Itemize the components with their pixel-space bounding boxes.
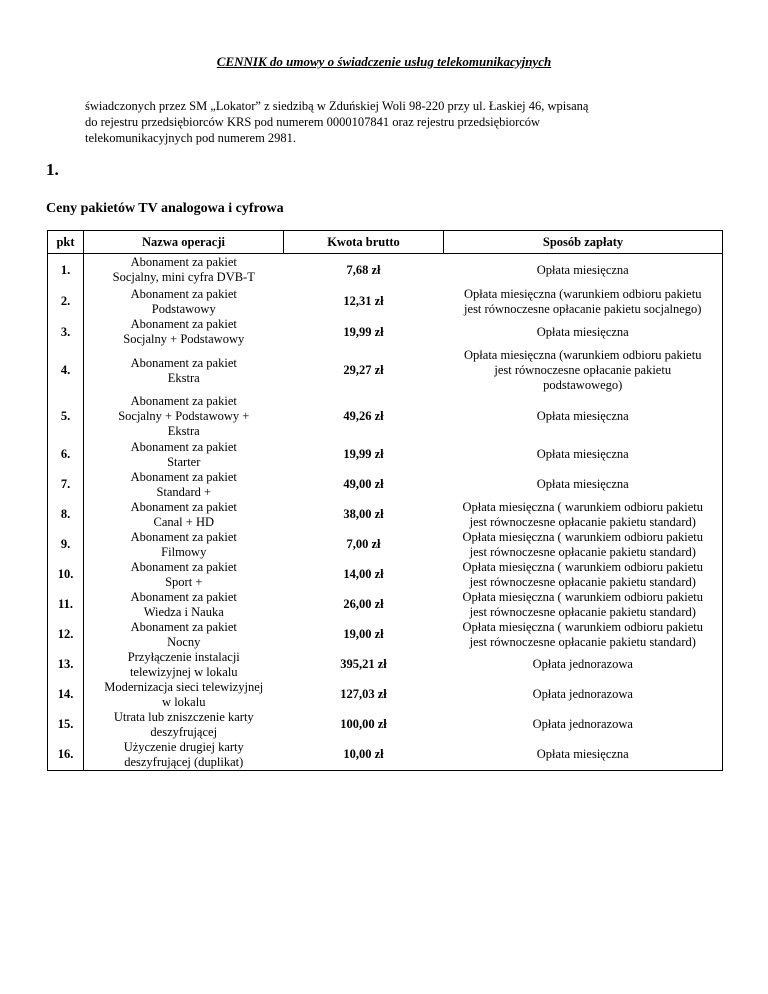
operation-name-line: deszyfrującej (duplikat) [124, 754, 244, 769]
operation-name-line: Abonament za pakiet [130, 317, 237, 331]
payment-method-line: Opłata miesięczna [536, 324, 629, 339]
payment-method-line: Opłata miesięczna ( warunkiem odbioru pakietu [462, 559, 704, 574]
row-pkt: 5. [48, 394, 84, 440]
table-row [48, 440, 723, 470]
payment-method-line: Opłata miesięczna (warunkiem odbioru pakietu [464, 348, 702, 362]
operation-name-line: Abonament za pakiet [130, 355, 237, 370]
table-row [48, 590, 723, 620]
row-payment-method [444, 348, 723, 394]
payment-method-line: podstawowego) [543, 378, 623, 392]
payment-method-line: Opłata miesięczna ( warunkiem odbioru pakietu [462, 589, 704, 604]
operation-name-line: Sport + [165, 574, 203, 589]
operation-name-line: Utrata lub zniszczenie karty [113, 709, 254, 724]
section-number: 1. [46, 160, 59, 179]
payment-method-line: jest równoczesne opłacanie pakietu standard) [469, 514, 696, 529]
table-row [48, 740, 723, 771]
intro-line: telekomunikacyjnych pod numerem 2981. [85, 131, 297, 145]
payment-method-line: jest równoczesne opłacanie pakietu socjalnego) [464, 301, 702, 316]
row-pkt: 8. [48, 500, 84, 530]
operation-name-line: deszyfrującej [150, 724, 218, 739]
header-amount: Kwota brutto [284, 231, 444, 254]
row-amount: 19,00 zł [343, 627, 384, 641]
row-amount: 29,27 zł [343, 363, 384, 377]
row-payment-method [444, 530, 723, 560]
table-row [48, 680, 723, 710]
table-row [48, 530, 723, 560]
operation-name-line: Użyczenie drugiej karty [123, 739, 244, 754]
payment-method-line: Opłata jednorazowa [532, 687, 633, 701]
row-amount: 19,99 zł [343, 447, 384, 461]
row-payment-method [444, 650, 723, 680]
operation-name-line: Canal + HD [153, 514, 214, 529]
operation-name-line: Socjalny + Podstawowy [123, 332, 245, 346]
row-operation-name [84, 590, 284, 620]
row-amount: 100,00 zł [340, 717, 387, 731]
row-pkt: 2. [48, 287, 84, 317]
operation-name-line: Socjalny, mini cyfra DVB-T [112, 270, 255, 285]
table-row [48, 470, 723, 500]
row-amount: 38,00 zł [343, 507, 384, 521]
row-operation-name [84, 394, 284, 440]
row-payment-method [444, 394, 723, 440]
row-pkt: 1. [48, 254, 84, 287]
row-operation-name [84, 560, 284, 590]
row-pkt: 7. [48, 470, 84, 500]
row-pkt: 10. [48, 560, 84, 590]
table-header-row [48, 231, 723, 254]
row-payment-method [444, 560, 723, 590]
payment-method-line: Opłata miesięczna [536, 747, 629, 761]
payment-method-line: jest równoczesne opłacanie pakietu standard) [469, 604, 696, 619]
payment-method-line: Opłata jednorazowa [532, 717, 633, 731]
table-row [48, 394, 723, 440]
operation-name-line: Ekstra [167, 424, 200, 438]
payment-method-line: jest równoczesne opłacanie pakietu [494, 363, 672, 377]
row-operation-name [84, 650, 284, 680]
row-amount: 49,26 zł [343, 409, 384, 423]
row-payment-method [444, 470, 723, 500]
section-title: Ceny pakietów TV analogowa i cyfrowa [46, 201, 284, 216]
table-row [48, 254, 723, 287]
row-pkt: 4. [48, 348, 84, 394]
row-pkt: 14. [48, 680, 84, 710]
row-payment-method [444, 440, 723, 470]
row-operation-name [84, 287, 284, 317]
operation-name-line: Nocny [167, 634, 201, 649]
row-payment-method [444, 620, 723, 650]
row-pkt: 13. [48, 650, 84, 680]
document-title: CENNIK do umowy o świadczenie usług telekomunikacyjnych [216, 54, 552, 69]
row-operation-name [84, 680, 284, 710]
row-operation-name [84, 620, 284, 650]
operation-name-line: Abonament za pakiet [130, 255, 237, 270]
table-row [48, 500, 723, 530]
row-amount: 26,00 zł [343, 597, 384, 611]
payment-method-line: Opłata miesięczna ( warunkiem odbioru pakietu [462, 529, 704, 544]
operation-name-line: Abonament za pakiet [130, 619, 237, 634]
operation-name-line: Podstawowy [151, 301, 216, 316]
operation-name-line: w lokalu [162, 694, 206, 709]
table-row [48, 650, 723, 680]
row-pkt: 12. [48, 620, 84, 650]
payment-method-line: Opłata miesięczna [536, 477, 629, 491]
row-amount: 10,00 zł [343, 747, 384, 761]
intro-paragraph [85, 98, 705, 146]
price-table-body [48, 254, 723, 771]
payment-method-line: Opłata miesięczna ( warunkiem odbioru pakietu [462, 499, 704, 514]
row-pkt: 3. [48, 317, 84, 348]
payment-method-line: jest równoczesne opłacanie pakietu standard) [469, 634, 696, 649]
payment-method-line: Opłata miesięczna ( warunkiem odbioru pakietu [462, 619, 704, 634]
row-payment-method [444, 500, 723, 530]
row-payment-method [444, 740, 723, 771]
operation-name-line: Modernizacja sieci telewizyjnej [104, 679, 264, 694]
table-row [48, 710, 723, 740]
row-pkt: 11. [48, 590, 84, 620]
operation-name-line: Starter [167, 454, 201, 469]
row-payment-method [444, 317, 723, 348]
row-operation-name [84, 440, 284, 470]
operation-name-line: Filmowy [161, 544, 207, 559]
payment-method-line: Opłata miesięczna [536, 447, 629, 461]
header-pkt: pkt [48, 231, 84, 254]
operation-name-line: Abonament za pakiet [130, 499, 237, 514]
operation-name-line: telewizyjnej w lokalu [129, 664, 238, 679]
row-amount: 12,31 zł [343, 294, 384, 308]
payment-method-line: Opłata miesięczna [536, 262, 629, 277]
payment-method-line: Opłata miesięczna (warunkiem odbioru pakietu [464, 286, 702, 301]
row-payment-method [444, 710, 723, 740]
payment-method-line: Opłata miesięczna [536, 409, 629, 423]
row-payment-method [444, 254, 723, 287]
table-row [48, 317, 723, 348]
operation-name-line: Abonament za pakiet [130, 439, 237, 454]
row-operation-name [84, 470, 284, 500]
row-amount: 7,68 zł [346, 262, 381, 277]
row-operation-name [84, 500, 284, 530]
intro-line: świadczonych przez SM „Lokator” z siedzibą w Zduńskiej Woli 98-220 przy ul. Łaskiej 46, wpisaną [85, 99, 589, 113]
row-amount: 395,21 zł [340, 657, 387, 671]
table-row [48, 560, 723, 590]
row-operation-name [84, 530, 284, 560]
payment-method-line: jest równoczesne opłacanie pakietu standard) [469, 574, 696, 589]
payment-method-line: Opłata jednorazowa [532, 657, 633, 671]
row-payment-method [444, 287, 723, 317]
header-name: Nazwa operacji [84, 231, 284, 254]
intro-line: do rejestru przedsiębiorców KRS pod numerem 0000107841 oraz rejestru przedsiębiorców [85, 115, 541, 129]
operation-name-line: Abonament za pakiet [130, 529, 237, 544]
row-operation-name [84, 254, 284, 287]
operation-name-line: Socjalny + Podstawowy + [118, 409, 250, 423]
operation-name-line: Standard + [156, 484, 212, 499]
row-pkt: 16. [48, 740, 84, 771]
row-payment-method [444, 590, 723, 620]
row-pkt: 15. [48, 710, 84, 740]
row-pkt: 6. [48, 440, 84, 470]
operation-name-line: Wiedza i Nauka [143, 604, 224, 619]
row-operation-name [84, 740, 284, 771]
operation-name-line: Abonament za pakiet [130, 286, 237, 301]
table-row [48, 620, 723, 650]
row-amount: 19,99 zł [343, 324, 384, 339]
operation-name-line: Przyłączenie instalacji [127, 649, 240, 664]
row-amount: 7,00 zł [346, 537, 381, 551]
operation-name-line: Abonament za pakiet [130, 394, 237, 408]
operation-name-line: Ekstra [167, 370, 200, 385]
operation-name-line: Abonament za pakiet [130, 589, 237, 604]
row-amount: 14,00 zł [343, 567, 384, 581]
table-row [48, 348, 723, 394]
row-pkt: 9. [48, 530, 84, 560]
header-payment: Sposób zapłaty [444, 231, 723, 254]
row-operation-name [84, 710, 284, 740]
table-row [48, 287, 723, 317]
price-table [47, 230, 723, 771]
row-amount: 127,03 zł [340, 687, 387, 701]
row-payment-method [444, 680, 723, 710]
row-operation-name [84, 348, 284, 394]
operation-name-line: Abonament za pakiet [130, 469, 237, 484]
row-amount: 49,00 zł [343, 477, 384, 491]
operation-name-line: Abonament za pakiet [130, 559, 237, 574]
row-operation-name [84, 317, 284, 348]
payment-method-line: jest równoczesne opłacanie pakietu standard) [469, 544, 696, 559]
